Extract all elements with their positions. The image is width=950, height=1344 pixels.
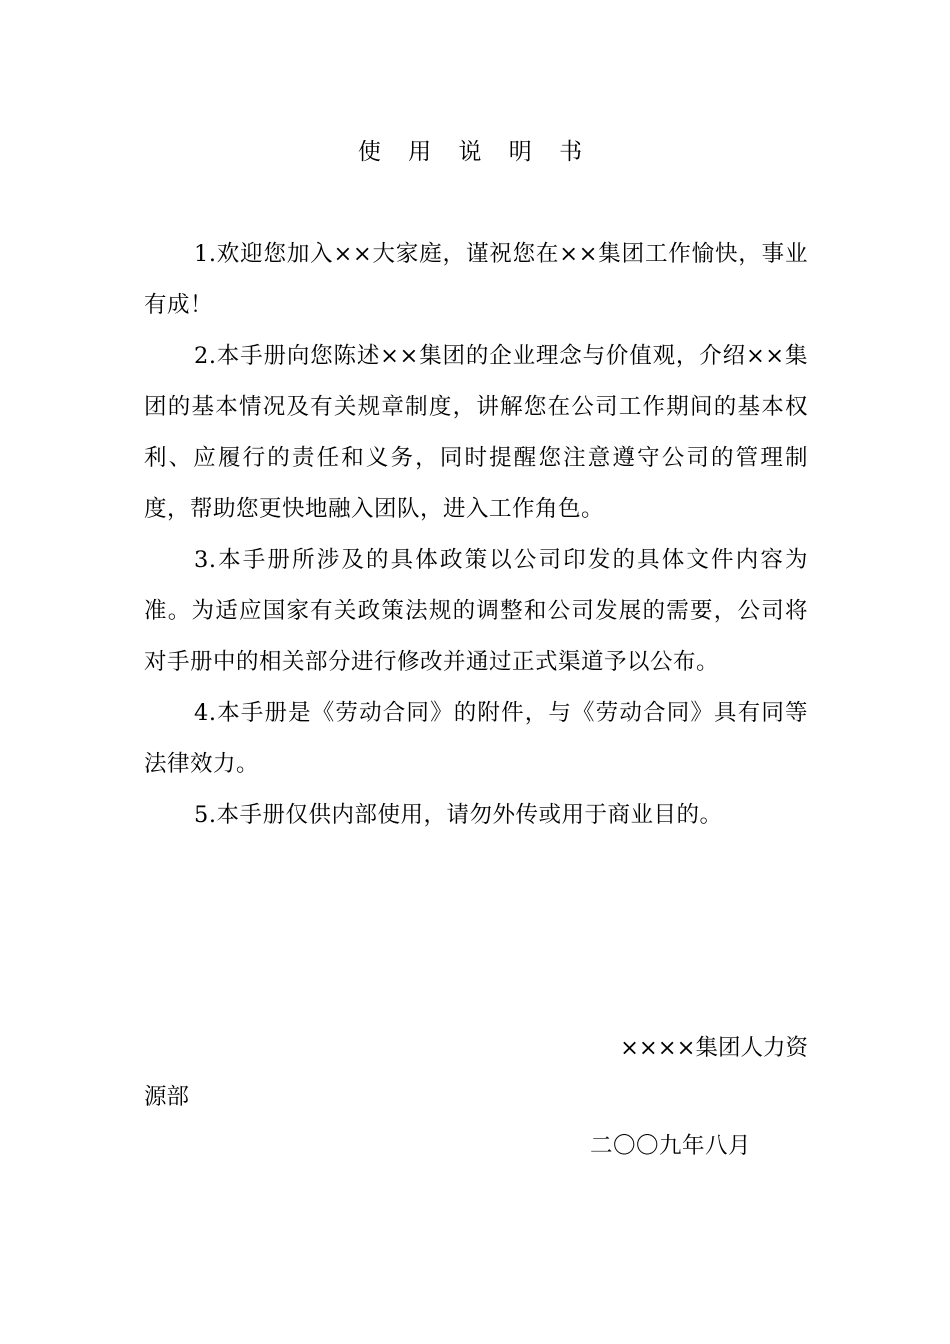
paragraph-4: 4.本手册是《劳动合同》的附件，与《劳动合同》具有同等法律效力。 — [144, 700, 808, 777]
document-body — [144, 229, 808, 841]
paragraph-2: 2.本手册向您陈述××集团的企业理念与价值观，介绍××集团的基本情况及有关规章制度，讲解您在公司工作期间的基本权利、应履行的责任和义务，同时提醒您注意遵守公司的管理制度，帮助您更快地融入团队，进入工作角色。 — [144, 343, 808, 522]
paragraph-1: 1.欢迎您加入××大家庭，谨祝您在××集团工作愉快，事业有成！ — [144, 241, 808, 318]
signature-organization: ××××集团人力资 — [620, 1035, 808, 1061]
signature-organization-continued: 源部 — [144, 1084, 190, 1110]
paragraph-5: 5.本手册仅供内部使用，请勿外传或用于商业目的。 — [194, 802, 723, 828]
signature-date: 二〇〇九年八月 — [590, 1133, 752, 1159]
document-title: 使 用 说 明 书 — [357, 139, 593, 165]
paragraph-3: 3.本手册所涉及的具体政策以公司印发的具体文件内容为准。为适应国家有关政策法规的调整和公司发展的需要，公司将对手册中的相关部分进行修改并通过正式渠道予以公布。 — [144, 547, 808, 675]
